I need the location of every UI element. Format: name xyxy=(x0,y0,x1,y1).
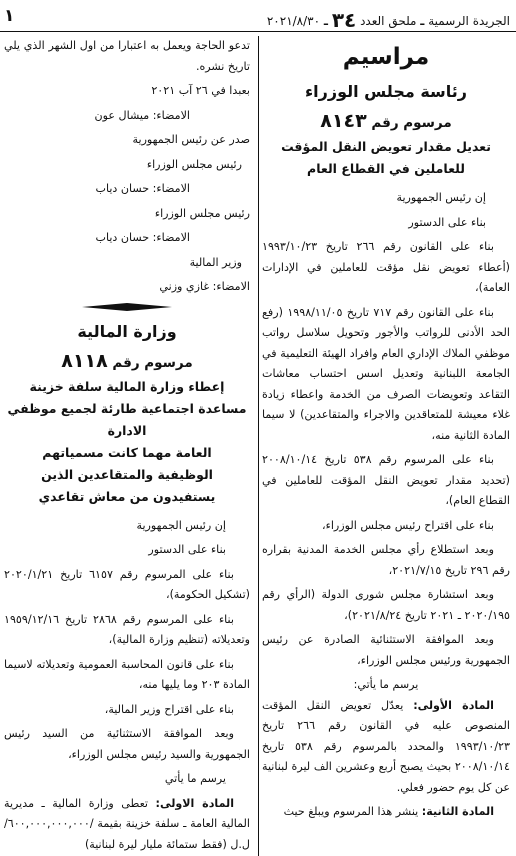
preamble-paragraph: وبعد استطلاع رأي مجلس الخدمة المدنية بقراره رقم ٢٩٦ تاريخ ٢٠٢١/٧/١٥، xyxy=(262,543,510,577)
decree-label: مرسوم رقم xyxy=(112,354,193,371)
issued-date: بعبدا في ٢٦ آب ٢٠٢١ xyxy=(151,84,250,97)
preamble-paragraph: بناء على المرسوم رقم ٥٣٨ تاريخ ٢٠٠٨/١٠/١٤ (تحديد مقدار تعويض النقل المؤقت للعاملين في القطاع العام)، xyxy=(262,453,510,507)
article-label: المادة الثانية: xyxy=(421,805,494,818)
right-column xyxy=(262,36,510,856)
article-label: المادة الأولى: xyxy=(413,698,494,712)
signatory-title: رئيس مجلس الوزراء xyxy=(146,157,242,171)
preamble-line: إن رئيس الجمهورية xyxy=(136,518,226,532)
left-column xyxy=(4,36,250,856)
preamble-line: بناء على الدستور xyxy=(148,543,226,556)
decree-number: ٨١٤٣ xyxy=(320,110,367,132)
article-text: يعدّل تعويض النقل المؤقت المنصوص عليه في القانون رقم ٢٦٦ تاريخ ١٩٩٣/١٠/٢٣ والمحدد بالمرسوم رقم ٥٣٨ تاريخ ٢٠٠٨/١٠/١٤ بحيث يصبح أربع وعشرين الف ليرة لبنانية عن كل يوم حضور فعلي. xyxy=(262,698,510,794)
ministry-heading: رئاسة مجلس الوزراء xyxy=(305,82,467,101)
signature: الامضاء: ميشال عون xyxy=(94,108,190,122)
decree-title xyxy=(262,110,510,134)
decree-subject: تعديل مقدار تعويض النقل المؤقت للعاملين في القطاع العام xyxy=(281,139,491,176)
signature: الامضاء: حسان دياب xyxy=(95,231,190,244)
issue-date: ٢٠٢١/٨/٣٠ xyxy=(266,14,321,28)
preamble-paragraph: بناء على القانون رقم ٧١٧ تاريخ ١٩٩٨/١١/٠٥ (رفع الحد الأدنى للرواتب والأجور وتحويل سلاسل رواتب موظفي الملاك الإداري العام وافراد الهيئة التعليمية في الجامعة اللبنانية وتعديل اسس احتساب معاشات التقاعد وتعويضات الصرف من الخدمة واعطاء زيادة غلاء معيشة للمتعاقدين والاجراء والمتقاعدين) لا سيما المادة الثانية منه، xyxy=(262,305,510,442)
article-1 xyxy=(262,696,510,799)
issue-number: ٣٤ xyxy=(331,8,357,32)
section-title: مراسيم xyxy=(342,44,430,70)
separator-ornament xyxy=(82,302,172,312)
continuation-text: تدعو الحاجة ويعمل به اعتبارا من اول الشهر الذي يلي تاريخ نشره. xyxy=(4,39,250,73)
preamble-paragraph: وبعد استشارة مجلس شورى الدولة (الرأي رقم ٢٠٢٠/١٩٥ ـ ٢٠٢١ تاريخ ٢٠٢١/٨/٢٤)، xyxy=(262,588,510,622)
decree-title xyxy=(4,350,250,374)
publication-name: الجريدة الرسمية xyxy=(428,14,510,28)
decree-number: ٨١١٨ xyxy=(61,349,108,372)
preamble-paragraph: وبعد الموافقة الاستثنائية من السيد رئيس الجمهورية والسيد رئيس مجلس الوزراء، xyxy=(4,727,250,761)
issued-by: صدر عن رئيس الجمهورية xyxy=(132,133,250,146)
column-divider xyxy=(258,36,259,856)
article-1 xyxy=(4,794,250,856)
signatory-title: رئيس مجلس الوزراء xyxy=(154,206,250,220)
decrees-line: يرسم ما يأتي xyxy=(164,772,226,785)
running-title: الجريدة الرسمية ـ ملحق العدد ٣٤ ـ ٢٠٢١/٨/٣٠ xyxy=(266,8,510,32)
article-text: ينشر هذا المرسوم ويبلغ حيث xyxy=(283,805,419,818)
preamble-paragraph: بناء على المرسوم رقم ٢٨٦٨ تاريخ ١٩٥٩/١٢/١٦ وتعديلاته (تنظيم وزارة المالية)، xyxy=(4,612,250,646)
signatory-title: وزير المالية xyxy=(189,255,242,269)
article-2 xyxy=(262,802,510,823)
preamble-paragraph: بناء على اقتراح وزير المالية، xyxy=(104,702,234,716)
supplement-label: ملحق العدد xyxy=(360,14,417,28)
preamble-paragraph: بناء على القانون رقم ٢٦٦ تاريخ ١٩٩٣/١٠/٢٣ (أعطاء تعويض نقل مؤقت للعاملين في الإدارات العامة)، xyxy=(262,240,510,294)
signature: الامضاء: غازي وزني xyxy=(159,280,250,293)
preamble-paragraph: بناء على قانون المحاسبة العمومية وتعديلاته لاسيما المادة ٢٠٣ وما يليها منه، xyxy=(4,657,250,691)
preamble-paragraph: وبعد الموافقة الاستثنائية الصادرة عن رئيس الجمهورية ورئيس مجلس الوزراء، xyxy=(262,633,510,667)
preamble-paragraph: بناء على اقتراح رئيس مجلس الوزراء، xyxy=(322,518,494,532)
ministry-heading: وزارة المالية xyxy=(77,321,177,341)
preamble-line: إن رئيس الجمهورية xyxy=(396,191,486,204)
preamble-paragraph: بناء على المرسوم رقم ٦١٥٧ تاريخ ٢٠٢٠/١/٢١ (تشكيل الحكومة)، xyxy=(4,567,250,601)
preamble-line: بناء على الدستور xyxy=(408,215,486,229)
article-text: تعطى وزارة المالية ـ مديرية المالية العامة ـ سلفة خزينة بقيمة /٦٠٠,٠٠٠,٠٠٠,٠٠٠/ ل.ل (فقط ستمائة مليار ليرة لبنانية) xyxy=(4,796,250,851)
decrees-line: يرسم ما يأتي: xyxy=(353,678,419,691)
decree-subject: إعطاء وزارة المالية سلفة خزينة مساعدة اجتماعية طارئة لجميع موظفي الادارة العامة مهما كانت مسمياتهم الوظيفية والمتقاعدين الذين يستفيدون من معاش تقاعدي xyxy=(7,378,247,504)
article-label: المادة الاولى: xyxy=(155,796,234,810)
page-number: ١ xyxy=(4,6,15,26)
signature: الامضاء: حسان دياب xyxy=(95,182,190,195)
page-header xyxy=(0,0,516,32)
decree-label: مرسوم رقم xyxy=(371,115,452,131)
